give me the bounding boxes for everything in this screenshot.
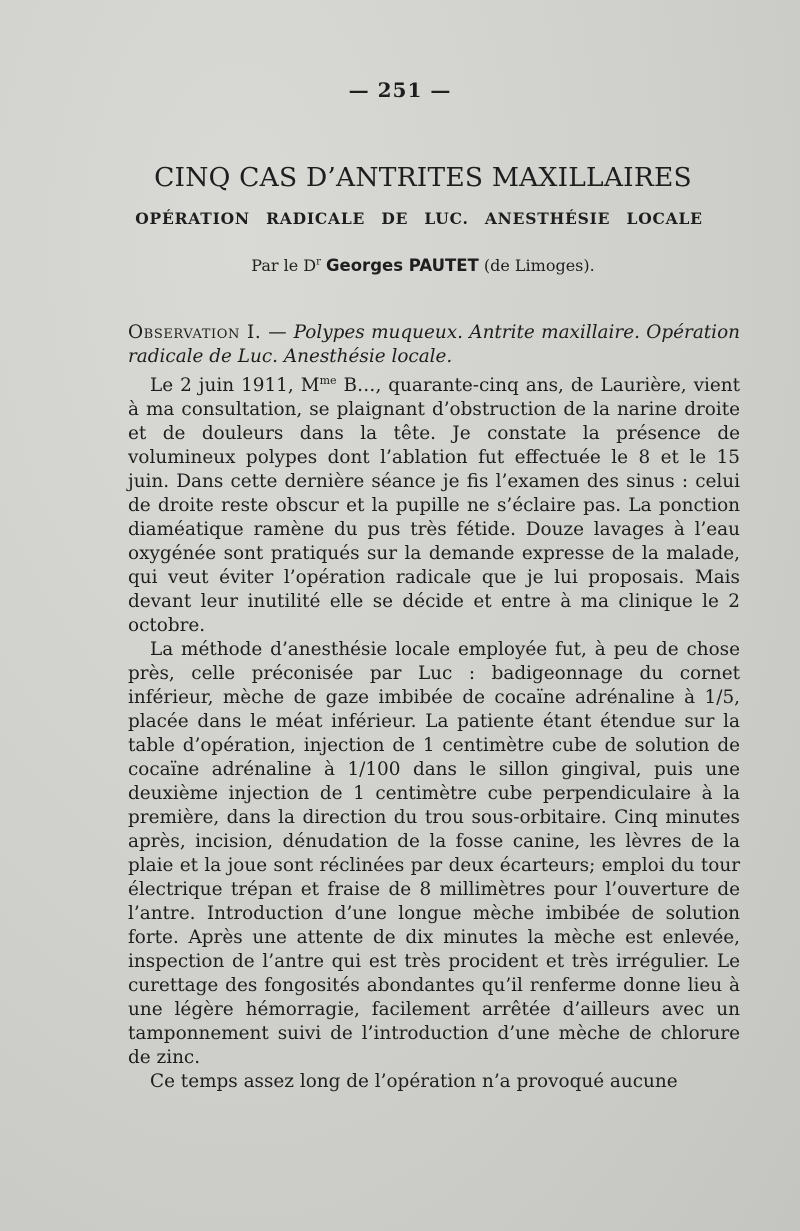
author-line — [0, 256, 800, 275]
author-prefix: Par le D — [251, 256, 317, 275]
paragraph-1-rest: B…, quarante-cinq ans, de Laurière, vient à ma consultation, se plaignant d’obstruction de la narine droite et de douleurs dans la tête. Je constate la présence de volumineux polypes dont l’ablation fut effectuée le 8 et le 15 juin. Dans cette dernière séance je fis l’examen des sinus : celui de droite reste obscur et la pupille ne s’éclaire pas. La ponction diaméatique ramène du pus très fétide. Douze lavages à l’eau oxygénée sont pratiqués sur la demande expresse de la malade, qui veut éviter l’opération radicale que je lui proposais. Mais devant leur inutilité elle se décide et entre à ma clinique le 2 octobre. — [128, 375, 741, 637]
paragraph-1 — [128, 369, 740, 638]
observation-heading — [128, 321, 740, 369]
body-text — [128, 321, 740, 1094]
article-title: CINQ CAS D’ANTRITES MAXILLAIRES — [154, 162, 692, 193]
author-name: Georges PAUTET — [325, 256, 479, 275]
paragraph-1-sup: me — [319, 374, 337, 387]
page-number: — 251 — — [348, 78, 452, 102]
observation-title: Polypes muqueux. Antrite maxillaire. Opération radicale de Luc. Anesthésie locale. — [128, 322, 740, 367]
paragraph-2: La méthode d’anesthésie locale employée fut, à peu de chose près, celle préconisée par Luc : badigeonnage du cornet inférieur, mèche de gaze imbibée de cocaïne adrénaline à 1/5, placée dans le méat inférieur. La patiente étant étendue sur la table d’opération, injection de 1 centimètre cube de solution de cocaïne adrénaline à 1/100 dans le sillon gingival, puis une deuxième injection de 1 centimètre cube perpendiculaire à la première, dans la direction du trou sous-orbitaire. Cinq minutes après, incision, dénudation de la fosse canine, les lèvres de la plaie et la joue sont réclinées par deux écarteurs; emploi du tour électrique trépan et fraise de 8 millimètres pour l’ouverture de l’antre. Introduction d’une longue mèche imbibée de solution forte. Après une attente de dix minutes la mèche est enlevée, inspection de l’antre qui est très procident et très irrégulier. Le curettage des fongosités abondantes qu’il renferme donne lieu à une légère hémorragie, facilement arrêtée d’ailleurs avec un tamponnement suivi de l’introduction d’une mèche de chlorure de zinc. — [128, 639, 740, 1069]
author-prefix-sup: r — [316, 256, 321, 268]
author-suffix: (de Limoges). — [483, 256, 595, 275]
observation-label: Observation I. — — [128, 322, 288, 343]
paragraph-3: Ce temps assez long de l’opération n’a provoqué aucune — [150, 1071, 678, 1093]
article-subtitle: OPÉRATION RADICALE DE LUC. ANESTHÉSIE LOCALE — [135, 209, 703, 228]
paragraph-1-start: Le 2 juin 1911, M — [150, 375, 320, 397]
